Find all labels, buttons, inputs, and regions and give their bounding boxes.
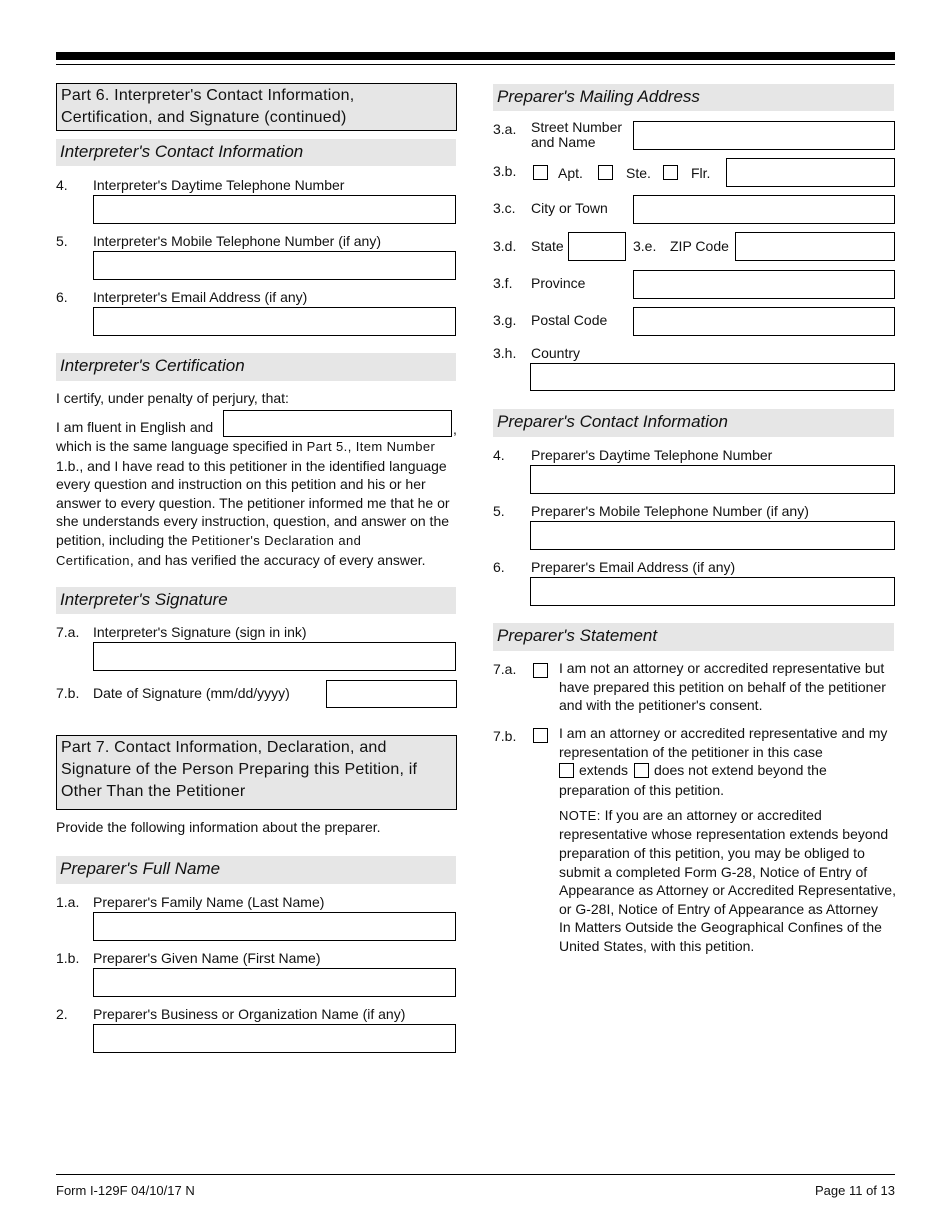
prep-q6-label: Preparer's Email Address (if any) (531, 559, 736, 575)
interp-signature-field[interactable] (93, 642, 456, 671)
prep-business-name-field[interactable] (93, 1024, 456, 1053)
top-rule-thin (56, 64, 895, 65)
note-line2: representative whose representation extends beyond (559, 826, 889, 843)
prep-province-field[interactable] (633, 270, 895, 299)
prep-country-field[interactable] (530, 363, 895, 391)
interp-cert-heading: Interpreter's Certification (56, 353, 456, 381)
note-line8: United States, with this petition. (559, 937, 755, 954)
part6-title-line2: Certification, and Signature (61, 109, 260, 126)
prep-q6-number: 6. (493, 559, 505, 575)
prep-q5-label: Preparer's Mobile Telephone Number (if any) (531, 503, 809, 519)
prep-daytime-phone-field[interactable] (530, 465, 895, 494)
interp-q7a-label: Interpreter's Signature (sign in ink) (93, 624, 307, 640)
extends-label: extends (579, 762, 629, 779)
part6-title-suffix: (continued) (259, 109, 347, 126)
apt-label: Apt. (558, 165, 583, 181)
interp-fluent-prefix: I am fluent in English and (56, 419, 214, 435)
note-line1: If you are an attorney or accredited (600, 806, 822, 823)
prep-q3d-label: State (531, 238, 564, 254)
footer-rule (56, 1174, 895, 1175)
apt-checkbox[interactable] (533, 165, 548, 180)
cert-line5: answer to every question. The petitioner informed me that he or (56, 494, 450, 511)
prep-q3a-number: 3.a. (493, 121, 517, 137)
cert-line8-ref: Certification (56, 552, 130, 568)
ste-checkbox[interactable] (598, 165, 613, 180)
cert-line2a: which is the same language specified in (56, 438, 307, 454)
prep-q3h-number: 3.h. (493, 345, 517, 361)
interp-q5-label: Interpreter's Mobile Telephone Number (if any) (93, 233, 381, 249)
prep-q3c-label: City or Town (531, 200, 608, 216)
form-id: Form I-129F 04/10/17 N (56, 1183, 195, 1198)
page-number: Page 11 of 13 (815, 1183, 895, 1198)
prep-q3e-number: 3.e. (633, 238, 657, 254)
q7b-line4: preparation of this petition. (559, 782, 724, 799)
interp-q5-number: 5. (56, 233, 68, 249)
interp-q6-label: Interpreter's Email Address (if any) (93, 289, 308, 305)
interp-cert-paragraph (56, 437, 458, 570)
q7a-line3: and with the petitioner's consent. (559, 697, 763, 714)
prep-q1b-label: Preparer's Given Name (First Name) (93, 950, 321, 966)
note-line3: preparation of this petition, you may be obliged to (559, 844, 865, 861)
extends-checkbox[interactable] (559, 763, 574, 778)
cert-line2-ref: Part 5., Item Number (306, 439, 436, 454)
prep-family-name-field[interactable] (93, 912, 456, 941)
prep-street-field[interactable] (633, 121, 895, 150)
prep-q2-number: 2. (56, 1006, 68, 1022)
top-rule-thick (56, 52, 895, 60)
interp-signature-date-field[interactable] (326, 680, 457, 708)
interp-cert-intro: I certify, under penalty of perjury, that: (56, 390, 289, 406)
attorney-checkbox[interactable] (533, 728, 548, 743)
does-not-extend-checkbox[interactable] (634, 763, 649, 778)
prep-q1a-label: Preparer's Family Name (Last Name) (93, 894, 325, 910)
prep-q3f-number: 3.f. (493, 275, 513, 291)
prep-name-heading: Preparer's Full Name (56, 856, 456, 884)
cert-line3: 1.b., and I have read to this petitioner in the identified language (56, 457, 447, 474)
note-line7: In Matters Outside the Geographical Confines of the (559, 919, 882, 936)
prep-address-heading: Preparer's Mailing Address (493, 84, 894, 111)
prep-q3a-label-line2: and Name (531, 134, 596, 150)
prep-mobile-phone-field[interactable] (530, 521, 895, 550)
q7b-line2: representation of the petitioner in this case (559, 743, 823, 760)
prep-q7b-number: 7.b. (493, 728, 517, 744)
cert-line8b: , and has verified the accuracy of every answer. (129, 551, 426, 568)
prep-q3b-number: 3.b. (493, 163, 517, 179)
ste-label: Ste. (626, 165, 651, 181)
interp-q7b-label: Date of Signature (mm/dd/yyyy) (93, 685, 290, 701)
interp-q7a-number: 7.a. (56, 624, 80, 640)
prep-q3c-number: 3.c. (493, 200, 516, 216)
prep-q3h-label: Country (531, 345, 581, 361)
prep-statement-heading: Preparer's Statement (493, 623, 894, 651)
prep-q7b-text (559, 724, 899, 956)
cert-line6: she understands every instruction, question, and answer on the (56, 513, 450, 530)
prep-q3e-label: ZIP Code (670, 238, 729, 254)
prep-state-field[interactable] (568, 232, 626, 261)
prep-postal-code-field[interactable] (633, 307, 895, 336)
cert-line7a: petition, including the (56, 531, 192, 548)
flr-checkbox[interactable] (663, 165, 678, 180)
interp-language-field[interactable] (223, 410, 452, 437)
interp-contact-heading: Interpreter's Contact Information (56, 139, 456, 166)
interp-daytime-phone-field[interactable] (93, 195, 456, 224)
interp-q7b-number: 7.b. (56, 685, 80, 701)
prep-zip-field[interactable] (735, 232, 895, 261)
part6-title-line1: Part 6. Interpreter's Contact Information, (61, 87, 355, 104)
interp-sig-heading: Interpreter's Signature (56, 587, 456, 614)
prep-q2-label: Preparer's Business or Organization Name (if any) (93, 1006, 406, 1022)
prep-q3d-number: 3.d. (493, 238, 517, 254)
prep-q5-number: 5. (493, 503, 505, 519)
prep-q3a-label (531, 120, 622, 150)
prep-q7a-number: 7.a. (493, 661, 517, 677)
q7a-line1: I am not an attorney or accredited representative but (559, 660, 885, 676)
q7b-line3 (559, 761, 899, 781)
interp-fluent-suffix: , (453, 421, 457, 437)
interp-q6-number: 6. (56, 289, 68, 305)
part7-intro: Provide the following information about the preparer. (56, 819, 381, 835)
prep-city-field[interactable] (633, 195, 895, 224)
note-line4: submit a completed Form G-28, Notice of Entry of (559, 863, 868, 880)
prep-q1b-number: 1.b. (56, 950, 80, 966)
does-not-extend-label: does not extend beyond the (653, 762, 827, 779)
prep-unit-number-field[interactable] (726, 158, 895, 187)
part7-title-line3: Other Than the Petitioner (61, 783, 246, 800)
prep-q7a-text (559, 659, 899, 715)
prep-contact-heading: Preparer's Contact Information (493, 409, 894, 437)
cert-line7-ref: Petitioner's Declaration and (191, 532, 362, 548)
note-line5: Appearance as Attorney or Accredited Representative, (559, 882, 896, 899)
note-label: NOTE: (559, 807, 601, 823)
prep-q3f-label: Province (531, 275, 586, 291)
q7a-line2: have prepared this petition on behalf of the petitioner (559, 678, 886, 695)
flr-label: Flr. (691, 165, 711, 181)
prep-q4-number: 4. (493, 447, 505, 463)
interp-q4-label: Interpreter's Daytime Telephone Number (93, 177, 345, 193)
prep-email-field[interactable] (530, 577, 895, 606)
part7-title-line2: Signature of the Person Preparing this Petition, if (61, 761, 418, 778)
interp-email-field[interactable] (93, 307, 456, 336)
prep-q3a-label-line1: Street Number (531, 119, 623, 135)
q7b-line1: I am an attorney or accredited representative and my (559, 725, 888, 741)
prep-q4-label: Preparer's Daytime Telephone Number (531, 447, 773, 463)
interp-mobile-phone-field[interactable] (93, 251, 456, 280)
prep-given-name-field[interactable] (93, 968, 456, 997)
prep-q3g-label: Postal Code (531, 312, 608, 328)
part7-title-line1: Part 7. Contact Information, Declaration, and (61, 739, 387, 756)
part7-header (56, 735, 457, 810)
prep-q1a-number: 1.a. (56, 894, 80, 910)
prep-q3g-number: 3.g. (493, 312, 517, 328)
cert-line4: every question and instruction on this petition and his or her (56, 476, 426, 493)
part6-header (56, 83, 457, 131)
interp-q4-number: 4. (56, 177, 68, 193)
note-line6: or G-28I, Notice of Entry of Appearance as Attorney (559, 900, 879, 917)
not-attorney-checkbox[interactable] (533, 663, 548, 678)
